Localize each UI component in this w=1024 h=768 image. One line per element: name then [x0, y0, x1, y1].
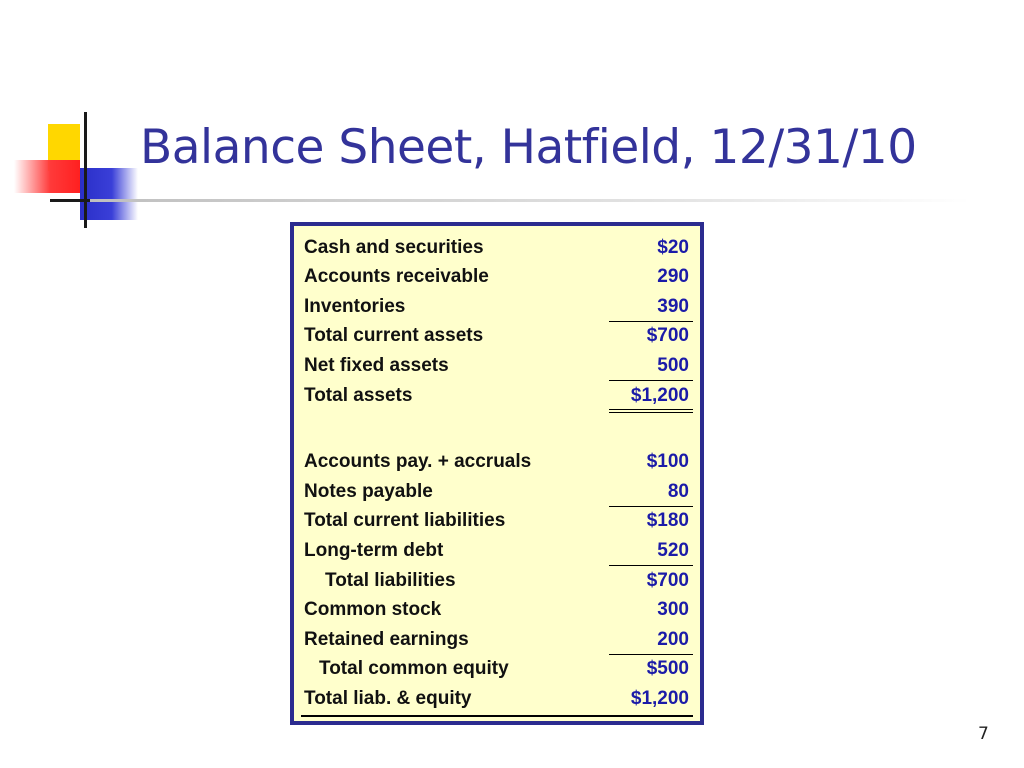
table-row: [301, 625, 693, 655]
row-value: $500: [646, 658, 689, 680]
table-spacer: [301, 411, 693, 448]
row-label: Total liabilities: [325, 569, 456, 591]
row-label: Inventories: [304, 295, 406, 317]
row-label: Net fixed assets: [304, 354, 449, 376]
row-value: $1,200: [630, 687, 689, 709]
table-row: [301, 351, 693, 381]
table-row: [301, 684, 693, 714]
row-value: $100: [646, 451, 689, 473]
table-row: [301, 381, 693, 411]
row-value: $1,200: [630, 384, 689, 406]
row-value: 80: [667, 480, 689, 502]
page-number: 7: [978, 724, 989, 744]
logo-vertical-line: [84, 112, 87, 228]
slide-logo-decoration: [0, 0, 150, 240]
slide-title: Balance Sheet, Hatfield, 12/31/10: [140, 120, 917, 175]
row-label: Total current liabilities: [304, 510, 506, 532]
table-row: [301, 566, 693, 596]
row-label: Total common equity: [319, 658, 509, 680]
row-value: 300: [657, 599, 689, 621]
table-row: [301, 596, 693, 626]
table-row: [301, 263, 693, 293]
row-label: Cash and securities: [304, 236, 484, 258]
table-row: [301, 233, 693, 263]
row-value: $180: [646, 510, 689, 532]
row-value: $20: [657, 236, 689, 258]
row-label: Total current assets: [304, 325, 484, 347]
row-value: 390: [657, 295, 689, 317]
logo-blue-square: [80, 168, 138, 220]
table-row: [301, 536, 693, 566]
row-value: 520: [657, 539, 689, 561]
row-value: $700: [646, 569, 689, 591]
balance-sheet-rows: [301, 233, 693, 714]
table-row: [301, 448, 693, 478]
row-label: Accounts receivable: [304, 266, 489, 288]
row-label: Accounts pay. + accruals: [304, 451, 532, 473]
row-label: Notes payable: [304, 480, 433, 502]
table-row: [301, 292, 693, 322]
table-row: [301, 655, 693, 685]
final-total-rule: [301, 715, 693, 717]
table-row: [301, 507, 693, 537]
row-label: Total assets: [304, 384, 413, 406]
logo-red-square: [14, 160, 80, 193]
row-value: $700: [646, 325, 689, 347]
title-underline-rule: [90, 199, 970, 202]
row-value: 500: [657, 354, 689, 376]
row-value: 290: [657, 266, 689, 288]
row-label: Long-term debt: [304, 539, 444, 561]
row-label: Common stock: [304, 599, 442, 621]
table-row: [301, 322, 693, 352]
row-value: 200: [657, 628, 689, 650]
row-label: Total liab. & equity: [304, 687, 472, 709]
balance-sheet-table: [290, 222, 704, 725]
table-row: [301, 477, 693, 507]
row-label: Retained earnings: [304, 628, 469, 650]
